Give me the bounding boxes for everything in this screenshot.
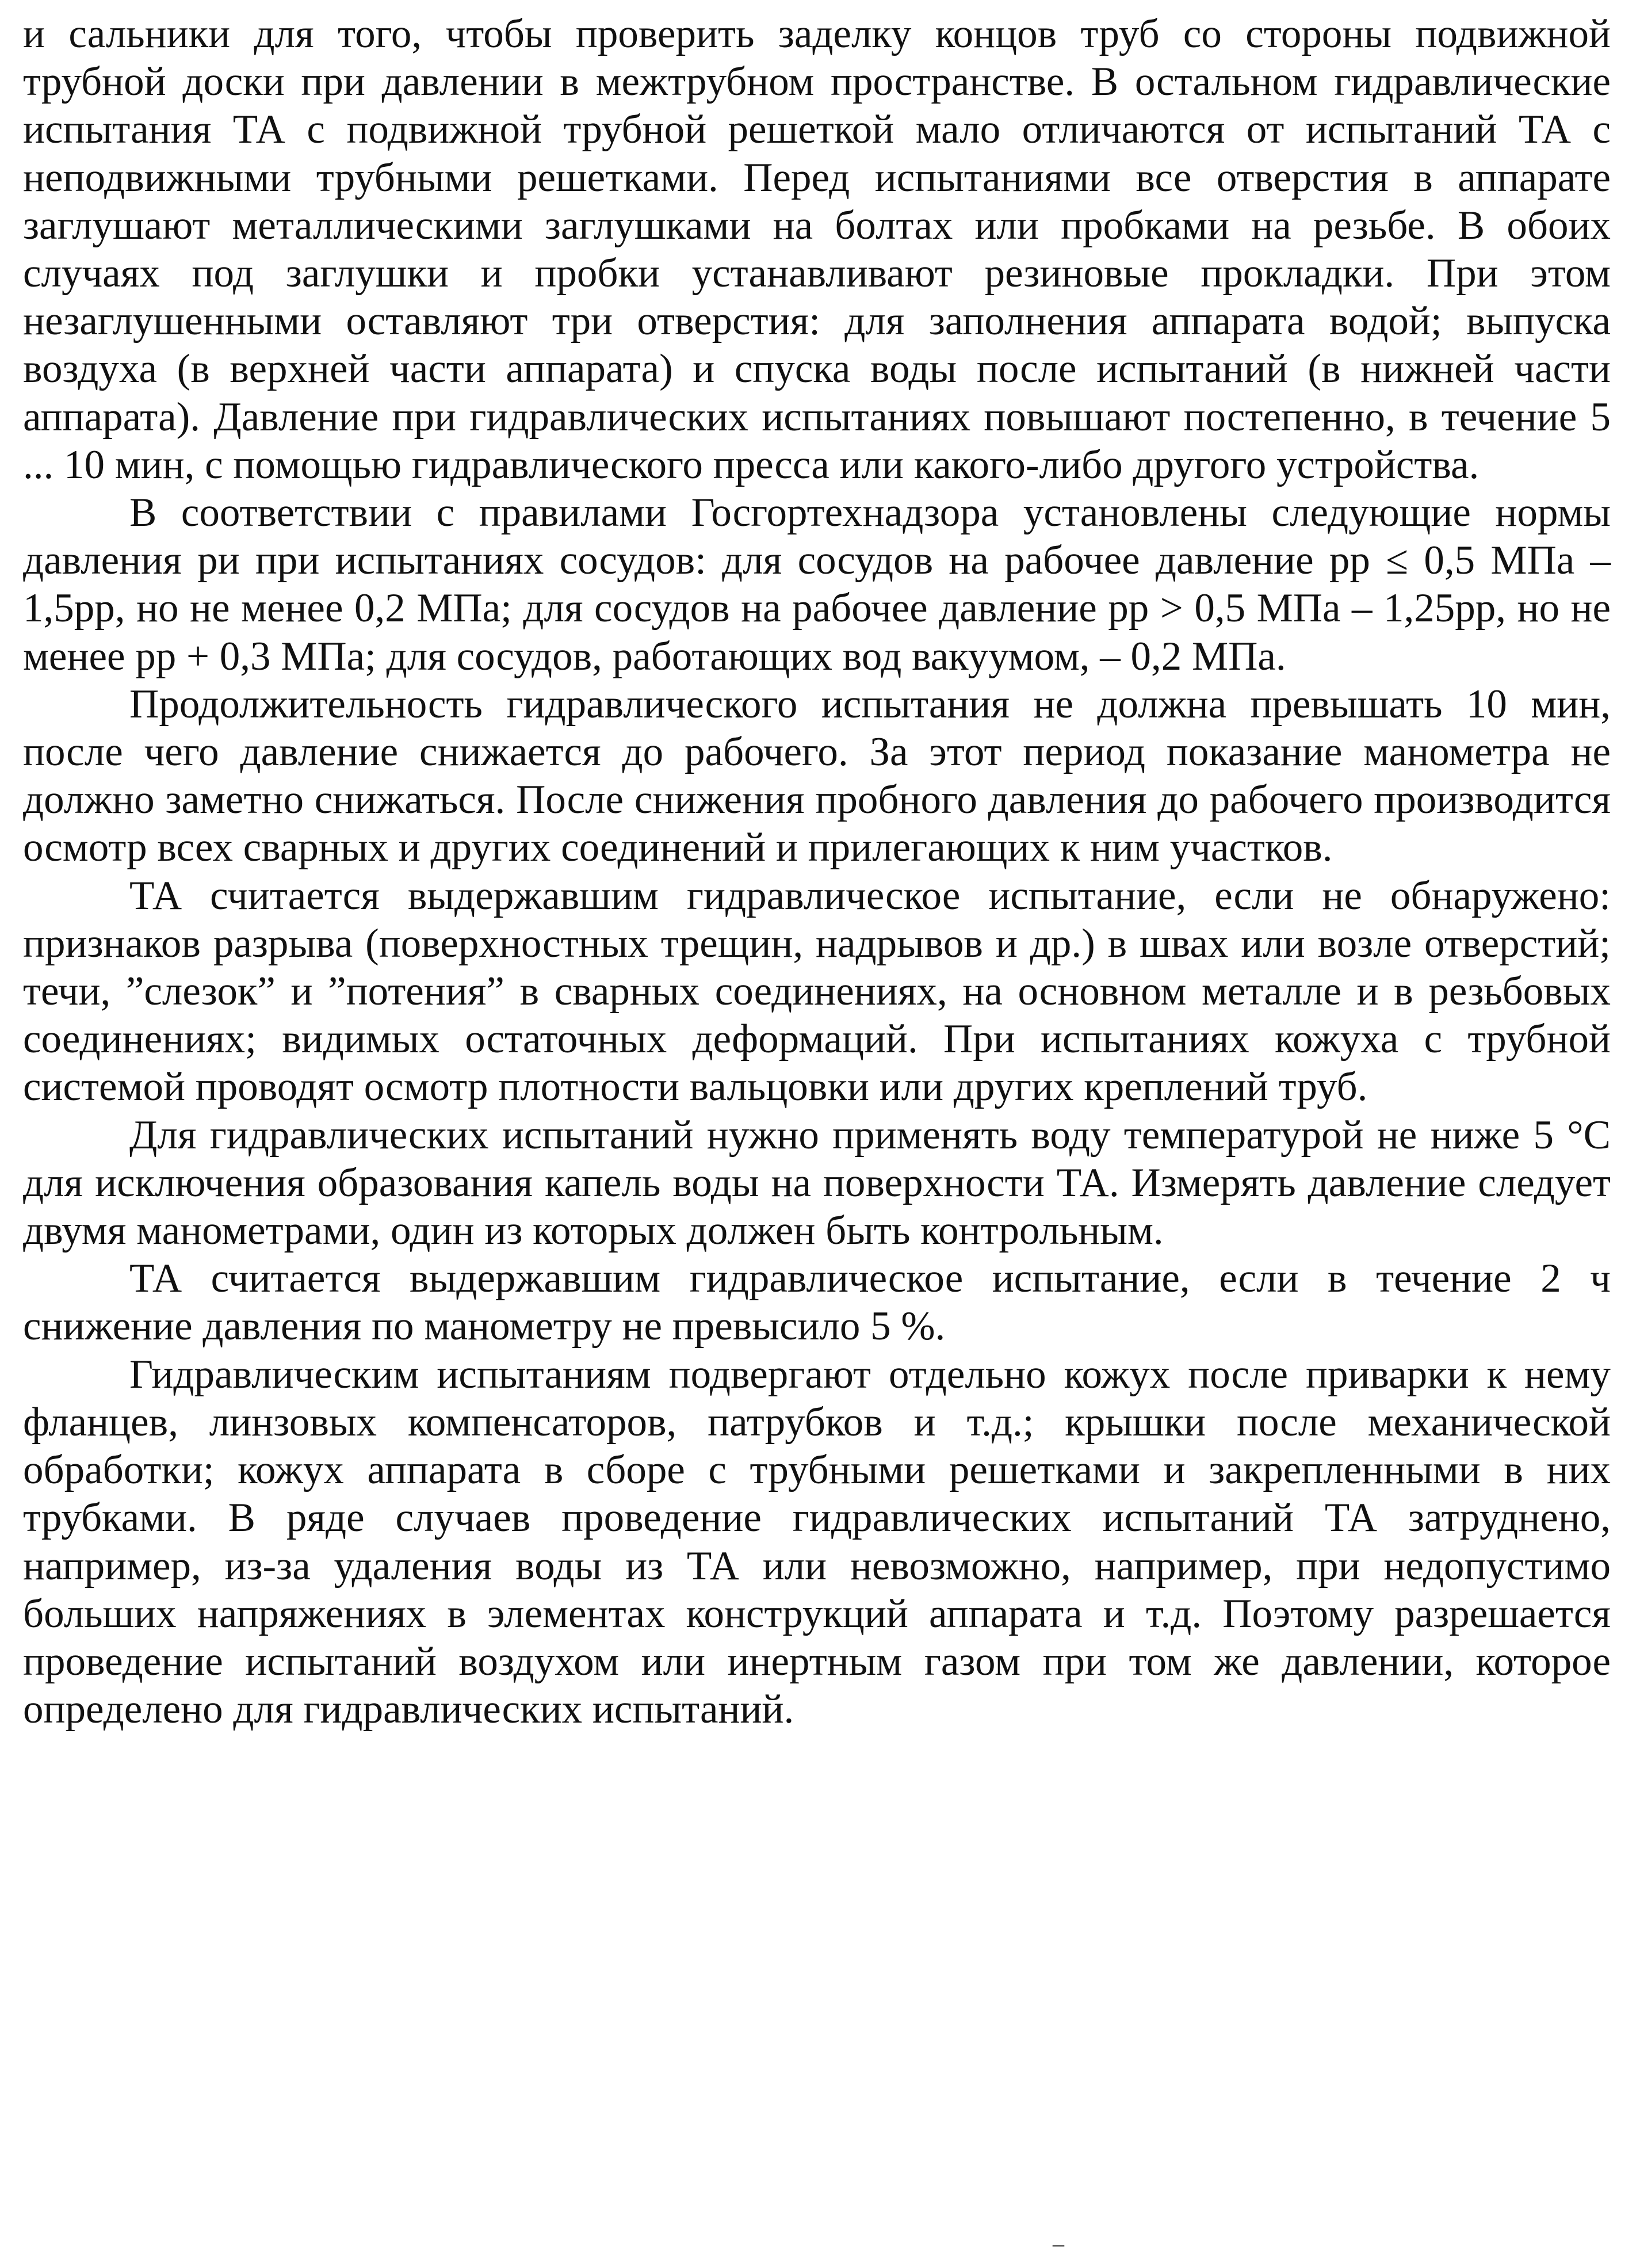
paragraph-3: Продолжительность гидравлического испытания не должна превышать 10 мин, после чего давление снижается до рабочего. За этот период показание манометра не должно заметно снижаться. После снижения пробного давления до рабочего производится осмотр всех сварных и других соединений и прилегающих к ним участков.	[23, 681, 1611, 870]
paragraph-6: ТА считается выдержавшим гидравлическое испытание, если в течение 2 ч снижение давления по манометру не превысило 5 %.	[23, 1256, 1611, 1349]
trailing-dash-mark: –	[1053, 2231, 1064, 2256]
paragraph-1: и сальники для того, чтобы проверить заделку концов труб со стороны подвижной трубной доски при давлении в межтрубном пространстве. В остальном гидравлические испытания ТА с подвижной трубной решеткой мало отличаются от испытаний ТА с неподвижными трубными решетками. Перед испытаниями все отверстия в аппарате заглушают металлическими заглушками на болтах или пробками на резьбе. В обоих случаях под заглушки и пробки устанавливают резиновые прокладки. При этом незаглушенными оставляют три отверстия: для заполнения аппарата водой; выпуска воздуха (в верхней части аппарата) и спуска воды после испытаний (в нижней части аппарата). Давление при гидравлических испытаниях повышают постепенно, в течение 5 ... 10 мин, с помощью гидравлического пресса или какого-либо другого устройства.	[23, 12, 1611, 487]
paragraph-5: Для гидравлических испытаний нужно применять воду температурой не ниже 5 °С для исключения образования капель воды на поверхности ТА. Измерять давление следует двумя манометрами, один из которых должен быть контрольным.	[23, 1112, 1611, 1254]
paragraph-7: Гидравлическим испытаниям подвергают отдельно кожух после приварки к нему фланцев, линзовых компенсаторов, патрубков и т.д.; крышки после механической обработки; кожух аппарата в сборе с трубными решетками и закрепленными в них трубками. В ряде случаев проведение гидравлических испытаний ТА затруднено, например, из-за удаления воды из ТА или невозможно, например, при недопустимо больших напряжениях в элементах конструкций аппарата и т.д. Поэтому разрешается проведение испытаний воздухом или инертным газом при том же давлении, которое определено для гидравлических испытаний.	[23, 1351, 1611, 1732]
document-page	[23, 10, 1611, 1734]
paragraph-4: ТА считается выдержавшим гидравлическое испытание, если не обнаружено: признаков разрыва (поверхностных трещин, надрывов и др.) в швах или возле отверстий; течи, ”слезок” и ”потения” в сварных соединениях, на основном металле и в резьбовых соединениях; видимых остаточных деформаций. При испытаниях кожуха с трубной системой проводят осмотр плотности вальцовки или других креплений труб.	[23, 873, 1611, 1110]
paragraph-2: В соответствии с правилами Госгортехнадзора установлены следующие нормы давления pи при испытаниях сосудов: для сосудов на рабочее давление pр ≤ 0,5 МПа – 1,5pр, но не менее 0,2 МПа; для сосудов на рабочее давление pр > 0,5 МПа – 1,25pр, но не менее pр + 0,3 МПа; для сосудов, работающих вод вакуумом, – 0,2 МПа.	[23, 490, 1611, 679]
